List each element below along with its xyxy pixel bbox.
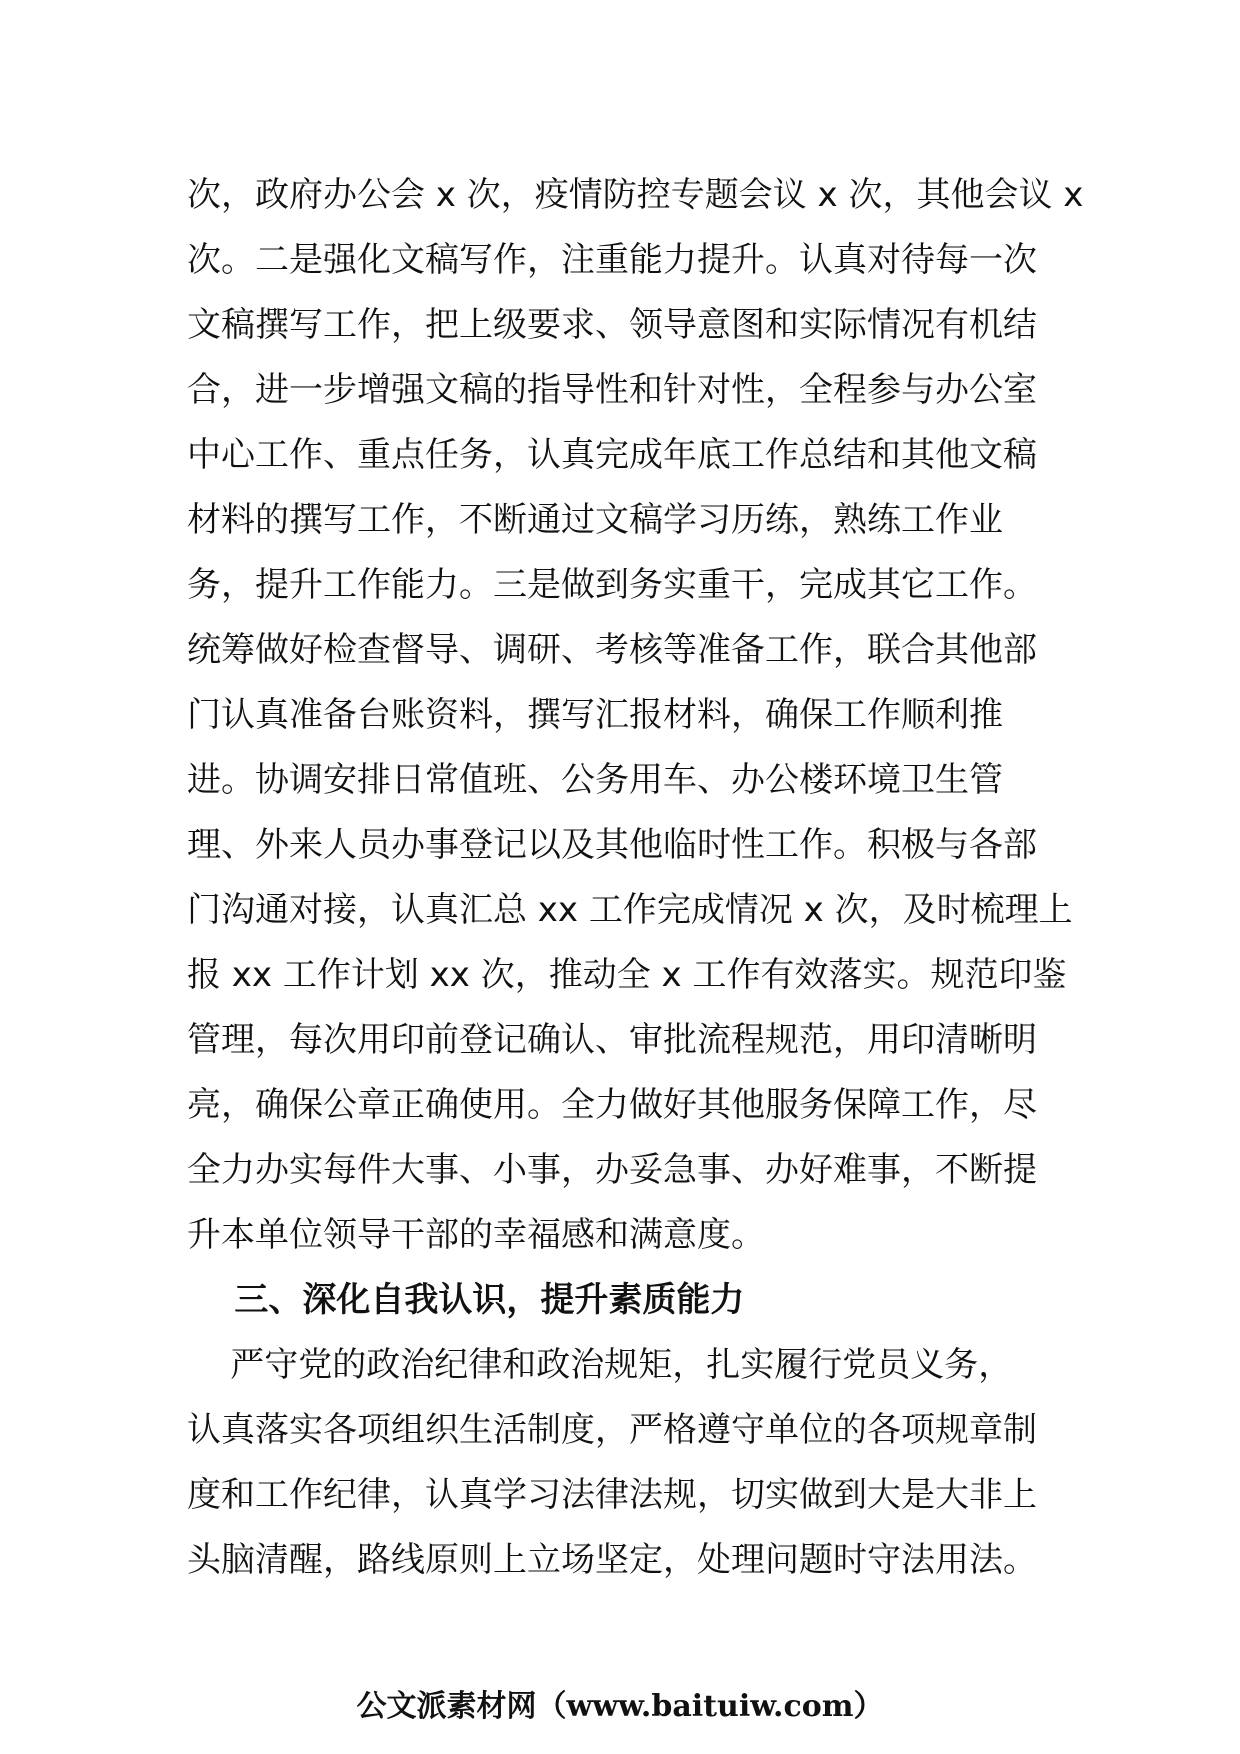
body-line: 合，进一步增强文稿的指导性和针对性，全程参与办公室 (187, 370, 1037, 410)
body-line: 次，政府办公会 x 次，疫情防控专题会议 x 次，其他会议 x (187, 175, 1084, 215)
body-line: 全力办实每件大事、小事，办妥急事、办好难事，不断提 (187, 1150, 1037, 1190)
body-line: 门沟通对接，认真汇总 xx 工作完成情况 x 次，及时梳理上 (187, 890, 1073, 930)
body-line: 进。协调安排日常值班、公务用车、办公楼环境卫生管 (187, 760, 1003, 800)
body-line: 报 xx 工作计划 xx 次，推动全 x 工作有效落实。规范印鉴 (187, 955, 1067, 995)
body-line: 升本单位领导干部的幸福感和满意度。 (187, 1215, 765, 1255)
body-line: 中心工作、重点任务，认真完成年底工作总结和其他文稿 (187, 435, 1037, 475)
body-line: 严守党的政治纪律和政治规矩，扎实履行党员义务， (187, 1345, 1013, 1385)
footer-watermark: 公文派素材网（www.baituiw.com） (356, 1689, 884, 1724)
document-body (187, 163, 1084, 1593)
body-line: 度和工作纪律，认真学习法律法规，切实做到大是大非上 (187, 1475, 1037, 1515)
body-line: 文稿撰写工作，把上级要求、领导意图和实际情况有机结 (187, 305, 1037, 345)
body-line: 理、外来人员办事登记以及其他临时性工作。积极与各部 (187, 825, 1037, 865)
body-line: 务，提升工作能力。三是做到务实重干，完成其它工作。 (187, 565, 1037, 605)
body-line: 管理，每次用印前登记确认、审批流程规范，用印清晰明 (187, 1020, 1037, 1060)
section-heading: 三、深化自我认识，提升素质能力 (187, 1280, 745, 1320)
body-line: 亮，确保公章正确使用。全力做好其他服务保障工作，尽 (187, 1085, 1037, 1125)
body-line: 统筹做好检查督导、调研、考核等准备工作，联合其他部 (187, 630, 1037, 670)
body-line: 头脑清醒，路线原则上立场坚定，处理问题时守法用法。 (187, 1540, 1037, 1580)
body-line: 材料的撰写工作，不断通过文稿学习历练，熟练工作业 (187, 500, 1003, 540)
body-line: 门认真准备台账资料，撰写汇报材料，确保工作顺利推 (187, 695, 1003, 735)
body-line: 认真落实各项组织生活制度，严格遵守单位的各项规章制 (187, 1410, 1037, 1450)
body-line: 次。二是强化文稿写作，注重能力提升。认真对待每一次 (187, 240, 1037, 280)
